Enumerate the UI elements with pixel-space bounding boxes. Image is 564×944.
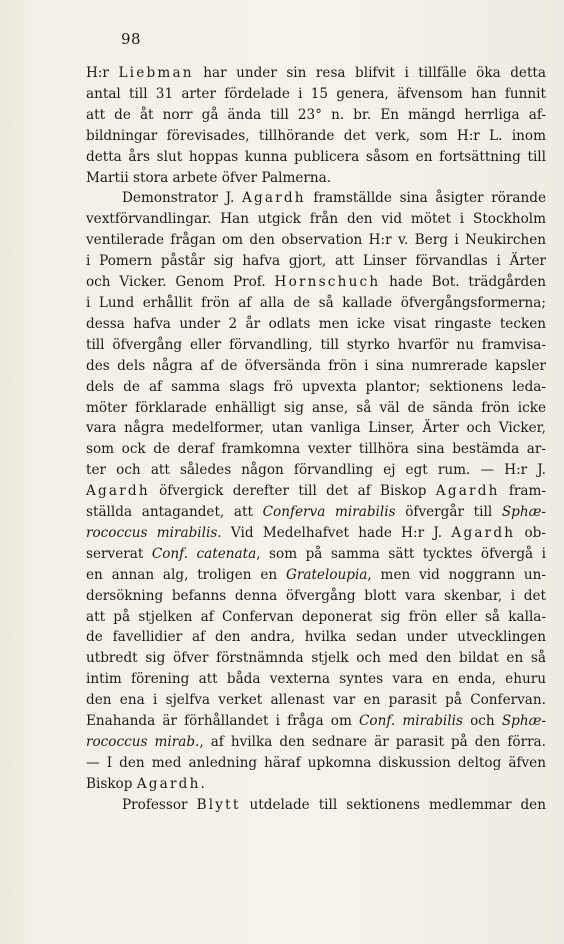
text-run: , af hvilka den sednare är parasit på den förra. <box>199 734 546 750</box>
spaced-name: Liebman <box>118 65 194 81</box>
text-line <box>86 565 546 586</box>
text-line <box>86 774 546 795</box>
text-line <box>86 586 546 607</box>
text-line <box>86 460 546 481</box>
body-text <box>86 63 546 816</box>
text-run: serverat <box>86 545 152 562</box>
text-run: ter och att således någon förvandling ej egt rum. — H:r J. <box>86 462 546 479</box>
text-line <box>86 690 546 711</box>
italic-taxon: Conf. mirabilis <box>359 713 463 730</box>
text-line <box>86 732 546 753</box>
spaced-name: Blytt <box>196 796 241 813</box>
text-run: och Vicker. Genom Prof. <box>86 274 275 291</box>
text-line <box>86 544 546 565</box>
text-run: dessa hafva under 2 år odlats men icke visat ringaste tecken <box>86 315 546 332</box>
text-run: des dels några af de öfversända frön i sina numrerade kapsler <box>86 357 546 374</box>
spaced-name: Agardh <box>136 775 201 792</box>
text-line <box>86 272 546 293</box>
text-run: Biskop <box>86 775 137 792</box>
text-run: . <box>200 775 205 792</box>
italic-taxon: rococcus mirabilis <box>86 524 218 541</box>
text-run: har under sin resa blifvit i tillfälle öka detta <box>193 65 546 81</box>
text-run: dersökning befanns denna öfvergång blott vara skenbar, i det <box>86 587 546 604</box>
italic-taxon: Sphæ- <box>501 504 546 521</box>
text-line <box>86 523 546 544</box>
text-line <box>86 439 546 460</box>
text-line <box>86 335 546 356</box>
text-run: att de åt norr gå ända till 23° n. br. En mängd herrliga af- <box>86 106 546 123</box>
text-line <box>86 711 546 732</box>
text-run: ställda antagandet, att <box>86 504 263 521</box>
text-run: , men vid noggrann un- <box>367 566 546 583</box>
text-line <box>86 481 546 502</box>
text-line <box>86 627 546 648</box>
text-line <box>86 669 546 690</box>
text-line <box>86 648 546 669</box>
text-line <box>86 398 546 419</box>
text-line <box>86 63 546 84</box>
text-run: vara några medelformer, utan vanliga Linser, Ärter och Vicker, <box>86 420 546 437</box>
text-run: en annan alg, troligen en <box>86 566 286 583</box>
text-line <box>86 795 546 816</box>
text-run: och <box>462 713 502 730</box>
text-run: öfvergår till <box>395 504 502 521</box>
text-line <box>86 168 546 189</box>
text-run: intim förening att båda vexterna syntes vara en enda, ehuru <box>86 671 546 688</box>
text-line <box>86 293 546 314</box>
text-run: vextförvandlingar. Han utgick från den vid mötet i Stockholm <box>86 211 546 228</box>
text-run: H:r <box>86 65 119 81</box>
text-run: dels de af samma slags frö upvexta plantor; sektionens leda- <box>86 378 546 395</box>
text-run: antal till 31 arter fördelade i 15 genera, äfvensom han funnit <box>86 85 546 102</box>
text-run: — I den med anledning häraf upkomna diskussion deltog äfven <box>86 754 546 771</box>
text-line <box>86 84 546 105</box>
italic-taxon: rococcus mirab. <box>86 734 200 750</box>
text-run: till öfvergång eller förvandling, till styrko hvarför nu framvisa- <box>86 336 546 353</box>
text-run: som ock de deraf framkomna vexter tillhöra sina bestämda ar- <box>86 441 546 458</box>
spaced-name: Hornschuch <box>274 274 381 291</box>
text-run: Professor <box>122 796 197 813</box>
text-line <box>86 105 546 126</box>
text-run: detta års slut hoppas kunna publicera såsom en fortsättning till <box>86 148 546 165</box>
italic-taxon: Conf. catenata <box>151 545 257 562</box>
text-run: hade Bot. trädgården <box>380 274 546 291</box>
text-run: de favellidier af den andra, hvilka sedan under utvecklingen <box>86 629 546 646</box>
text-run: Martii stora arbete öfver Palmerna. <box>86 169 332 186</box>
italic-taxon: Grateloupia <box>286 566 368 583</box>
text-run: , som på samma sätt tycktes öfvergå i <box>256 545 546 562</box>
text-run: den ena i sjelfva verket allenast var en parasit på Confervan. <box>86 692 546 709</box>
text-line <box>86 314 546 335</box>
text-line <box>86 607 546 628</box>
text-line <box>86 126 546 147</box>
text-run: Demonstrator J. <box>122 190 242 207</box>
text-line <box>86 356 546 377</box>
text-line <box>86 377 546 398</box>
text-line <box>86 753 546 774</box>
text-line <box>86 251 546 272</box>
text-line <box>86 209 546 230</box>
italic-taxon: Conferva mirabilis <box>262 504 396 521</box>
text-run: i Pomern påstår sig hafva gjort, att Linser förvandlas i Ärter <box>86 253 546 270</box>
text-run: bildningar förevisades, tillhörande det verk, som H:r L. inom <box>86 127 546 144</box>
text-line <box>86 418 546 439</box>
text-run: att på stjelken af Confervan deponerat sig frön eller så kalla- <box>86 608 546 625</box>
text-line <box>86 188 546 209</box>
text-run: utbredt sig öfver förstnämnda stjelk och med den bildat en så <box>86 650 546 667</box>
text-run: fram- <box>499 483 546 500</box>
text-run: i Lund erhållit frön af alla de så kallade öfvergångsformerna; <box>86 294 546 311</box>
spaced-name: Agardh <box>435 483 500 500</box>
text-line <box>86 230 546 251</box>
spaced-name: Agardh <box>241 190 306 207</box>
text-run: framställde sina åsigter rörande <box>305 190 546 207</box>
text-run: möter förklarade enhälligt sig anse, så väl de sända frön icke <box>86 399 546 416</box>
page-number: 98 <box>121 30 142 48</box>
text-run: Enahanda är förhållandet i fråga om <box>86 713 360 730</box>
text-line <box>86 502 546 523</box>
italic-taxon: Sphæ- <box>501 713 546 730</box>
text-line <box>86 147 546 168</box>
text-run: öfvergick derefter till det af Biskop <box>149 483 436 500</box>
text-run: ventilerade frågan om den observation H:r v. Berg i Neukirchen <box>86 232 546 249</box>
text-run: utdelade till sektionens medlemmar den <box>240 796 546 813</box>
text-run: ob- <box>515 524 546 541</box>
text-run: . Vid Medelhafvet hade H:r J. <box>217 524 452 541</box>
spaced-name: Agardh <box>451 524 516 541</box>
spaced-name: Agardh <box>86 483 150 500</box>
